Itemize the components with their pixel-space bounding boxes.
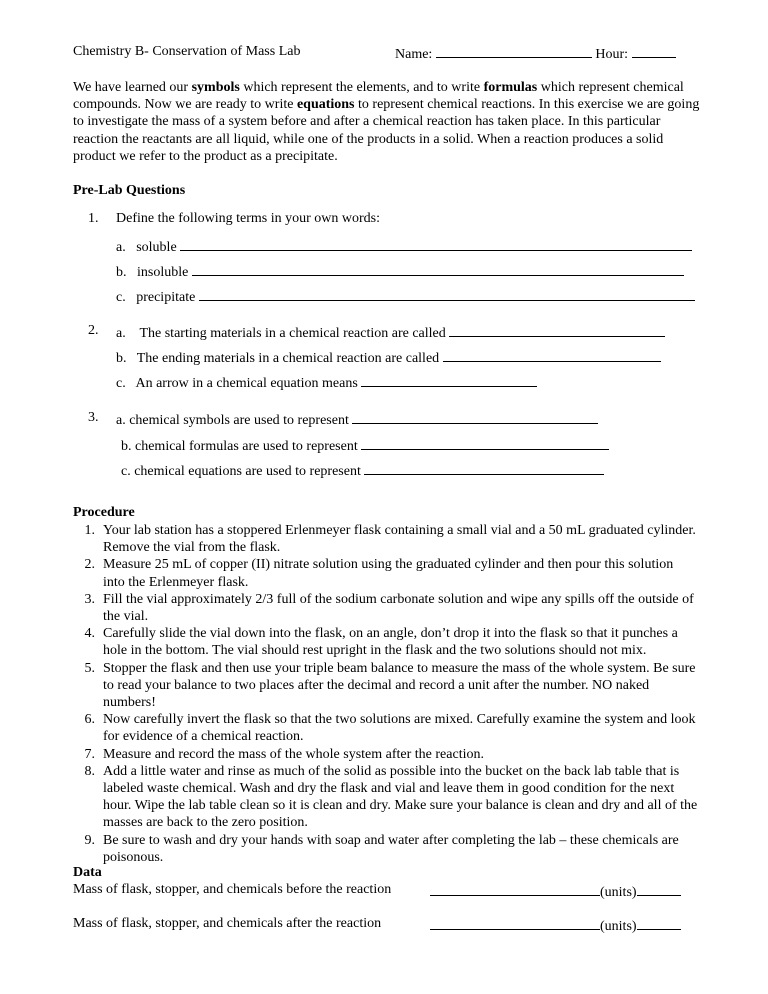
- units-label: (units): [600, 885, 637, 900]
- step-number: 4.: [84, 626, 95, 642]
- name-hour-line: [395, 44, 676, 64]
- q3-number: 3.: [88, 410, 99, 425]
- name-label: Name:: [395, 47, 433, 62]
- q1a-term: soluble: [136, 240, 177, 255]
- step-text: Now carefully invert the flask so that the two solutions are mixed. Carefully examine the system and look for evidence of a chemical reaction.: [103, 712, 696, 745]
- q3a-row: [116, 410, 598, 430]
- q2a-answer-field[interactable]: [449, 323, 665, 337]
- q1c-letter: c.: [116, 290, 126, 305]
- q1c-term: precipitate: [136, 290, 196, 305]
- data-heading: Data: [73, 865, 102, 880]
- q2a-row: [116, 323, 665, 343]
- units-label: (units): [600, 919, 637, 934]
- q2b-answer-field[interactable]: [443, 348, 661, 362]
- worksheet-header: [73, 44, 703, 64]
- mass-after-field[interactable]: [430, 916, 600, 930]
- q3c-row: [121, 461, 604, 481]
- q1a-letter: a.: [116, 240, 126, 255]
- step-number: 9.: [84, 832, 95, 848]
- mass-after-row: [430, 916, 681, 936]
- intro-text: which represent chemical compounds. Now we are ready to write: [73, 80, 684, 113]
- procedure-list: [73, 522, 698, 866]
- procedure-step: [73, 763, 698, 832]
- intro-bold-symbols: symbols: [191, 80, 240, 95]
- step-number: 1.: [84, 523, 95, 538]
- intro-text: to represent chemical reactions. In this exercise we are going to investigate the mass of a system before and after a chemical reaction has taken place. In this particular reaction the reactants are all liquid, while one of the products in a solid. When a reaction produces a solid product we refer to the product as a precipitate.: [73, 97, 700, 164]
- mass-after-label: Mass of flask, stopper, and chemicals after the reaction: [73, 916, 382, 931]
- q1b-row: [116, 262, 684, 282]
- q3a-text: a. chemical symbols are used to represent: [116, 413, 349, 428]
- step-text: Stopper the flask and then use your triple beam balance to measure the mass of the whole system. Be sure to read your balance to two places after the decimal and record a unit after the number. NO naked numbers!: [103, 660, 696, 711]
- intro-text: We have learned our: [73, 80, 192, 95]
- procedure-step: [73, 711, 698, 745]
- step-text: Your lab station has a stoppered Erlenmeyer flask containing a small vial and a 50 mL graduated cylinder. Remove the vial from the flask.: [103, 523, 696, 556]
- q2c-row: [116, 373, 537, 393]
- q1c-answer-field[interactable]: [199, 287, 695, 301]
- step-text: Measure 25 mL of copper (II) nitrate solution using the graduated cylinder and then pour this solution into the Erlenmeyer flask.: [103, 557, 674, 590]
- intro-bold-formulas: formulas: [483, 80, 538, 95]
- q2-number: 2.: [88, 323, 99, 338]
- q3b-row: [121, 436, 609, 456]
- q2b-row: [116, 348, 661, 368]
- step-number: 2.: [84, 557, 95, 573]
- q3b-answer-field[interactable]: [361, 436, 609, 450]
- q1b-answer-field[interactable]: [192, 262, 684, 276]
- procedure-step: [73, 556, 698, 590]
- mass-before-row: [430, 882, 681, 902]
- step-number: 6.: [84, 712, 95, 728]
- step-number: 8.: [84, 763, 95, 779]
- q1c-row: [116, 287, 695, 307]
- q1b-term: insoluble: [137, 265, 189, 280]
- q2a-text: The starting materials in a chemical reaction are called: [139, 326, 446, 341]
- procedure-step: [73, 832, 698, 866]
- q2c-answer-field[interactable]: [361, 373, 537, 387]
- intro-text: which represent the elements, and to write: [239, 80, 484, 95]
- q1-number: 1.: [88, 211, 99, 226]
- q2c-letter: c.: [116, 376, 126, 391]
- q1a-answer-field[interactable]: [180, 237, 692, 251]
- step-number: 5.: [84, 660, 95, 676]
- mass-before-field[interactable]: [430, 882, 600, 896]
- name-field[interactable]: [436, 44, 592, 58]
- step-text: Be sure to wash and dry your hands with soap and water after completing the lab – these chemicals are poisonous.: [103, 832, 679, 865]
- procedure-step: [73, 660, 698, 712]
- q2b-letter: b.: [116, 351, 127, 366]
- q1a-row: [116, 237, 692, 257]
- q2b-text: The ending materials in a chemical reaction are called: [136, 351, 440, 366]
- mass-before-label: Mass of flask, stopper, and chemicals before the reaction: [73, 882, 392, 897]
- procedure-step: [73, 591, 698, 625]
- procedure-step: [73, 625, 698, 659]
- step-text: Add a little water and rinse as much of the solid as possible into the bucket on the back lab table that is labeled waste chemical. Wash and dry the flask and vial and leave them in good condition for the next hour. Wipe the lab table clean so it is clean and dry. Make sure your balance is clean and dry and all of the masses are back to the zero position.: [103, 763, 698, 831]
- prelab-heading: Pre-Lab Questions: [73, 183, 186, 198]
- q3c-text: c. chemical equations are used to represent: [121, 464, 361, 479]
- step-text: Carefully slide the vial down into the flask, on an angle, don’t drop it into the flask so that it punches a hole in the bottom. The vial should rest upright in the flask and the two solutions should not mix.: [103, 626, 678, 659]
- procedure-step: [73, 522, 698, 556]
- q1b-letter: b.: [116, 265, 127, 280]
- intro-paragraph: [73, 79, 701, 165]
- step-number: 7.: [84, 746, 95, 762]
- q1-text: Define the following terms in your own words:: [116, 211, 381, 226]
- q2a-letter: a.: [116, 326, 126, 341]
- hour-field[interactable]: [632, 44, 676, 58]
- q3c-answer-field[interactable]: [364, 461, 604, 475]
- step-number: 3.: [84, 591, 95, 607]
- step-text: Measure and record the mass of the whole system after the reaction.: [103, 746, 484, 762]
- mass-before-units-field[interactable]: [637, 882, 681, 896]
- q2c-text: An arrow in a chemical equation means: [135, 376, 358, 391]
- intro-bold-equations: equations: [296, 97, 355, 113]
- mass-after-units-field[interactable]: [637, 916, 681, 930]
- worksheet-title: Chemistry B- Conservation of Mass Lab: [73, 44, 301, 59]
- hour-label: Hour:: [595, 47, 628, 62]
- q3a-answer-field[interactable]: [352, 410, 598, 424]
- procedure-heading: Procedure: [73, 505, 135, 520]
- procedure-step: [73, 746, 698, 763]
- q3b-text: b. chemical formulas are used to represent: [121, 439, 358, 454]
- step-text: Fill the vial approximately 2/3 full of the sodium carbonate solution and wipe any spills off the outside of the vial.: [103, 591, 694, 625]
